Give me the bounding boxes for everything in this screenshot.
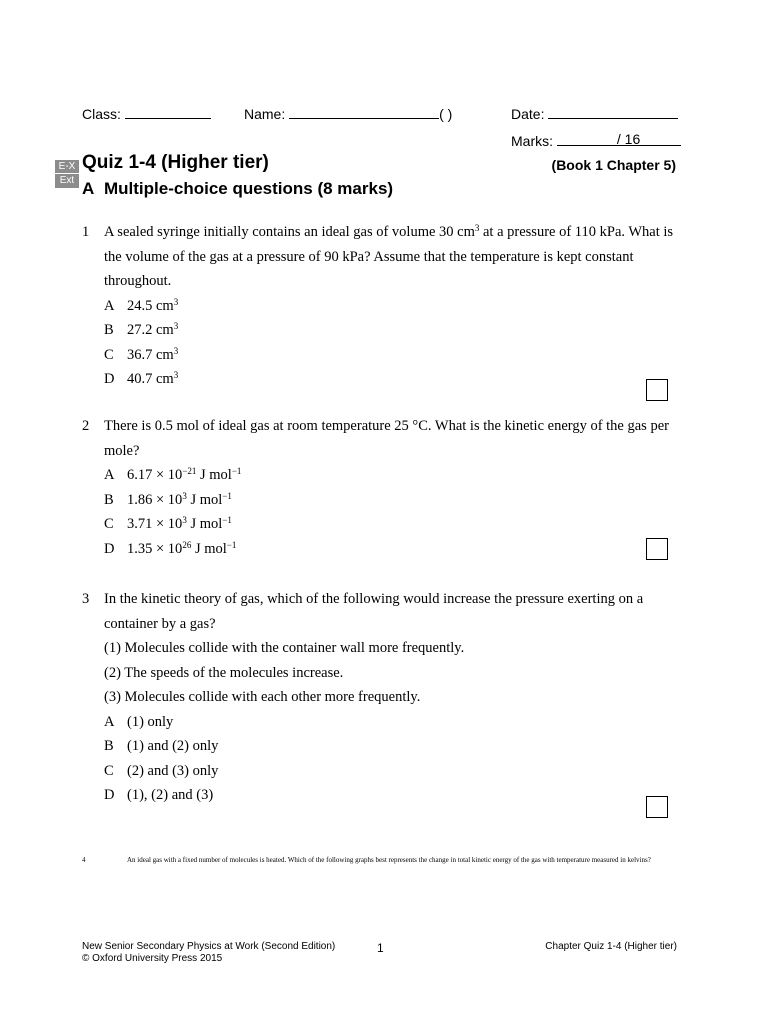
- option-a: A $6.17 \times 10^{-21}$ J mol$^{-1}$: [104, 466, 242, 483]
- name-field: [244, 104, 452, 122]
- question-stem: There is 0.5 mol of ideal gas at room temperature 25 °C. What is the kinetic energy of the gas per mole?: [104, 418, 669, 459]
- question-number: 1: [82, 224, 90, 240]
- footer-left: [82, 941, 335, 965]
- option-c: C (2) and (3) only: [104, 762, 219, 779]
- date-blank[interactable]: [548, 104, 678, 119]
- question-number: 3: [82, 591, 90, 607]
- marks-label: Marks:: [511, 133, 553, 149]
- option-c: C $3.71 \times 10^3$ J mol$^{-1}$: [104, 515, 232, 532]
- statement-2: (2) The speeds of the molecules increase.: [104, 664, 344, 681]
- question-1: [82, 220, 682, 392]
- answer-box-3[interactable]: [646, 796, 668, 818]
- option-b: B 27.2 $cm^3$: [104, 321, 179, 338]
- marks-total: / 16: [616, 131, 641, 147]
- option-d: D $1.35 \times 10^{26}$ J mol$^{-1}$: [104, 539, 237, 557]
- class-label: Class:: [82, 106, 121, 122]
- option-a: A (1) only: [104, 713, 174, 730]
- option-d: D (1), (2) and (3): [104, 787, 214, 803]
- marks-blank[interactable]: [557, 131, 681, 146]
- class-blank[interactable]: [125, 104, 211, 119]
- section-letter: A: [82, 179, 95, 198]
- extension-badge-icon: E-X Ext: [55, 160, 79, 188]
- marks-field: [511, 131, 681, 149]
- class-field: [82, 104, 211, 122]
- question-stem: An ideal gas with a fixed number of molecules is heated. Which of the following graphs best represents the change in total kinetic energy of the gas with temperature measured in kelvins?: [127, 856, 651, 864]
- date-field: [511, 104, 678, 122]
- quiz-title: Quiz 1-4 (Higher tier): [82, 152, 269, 173]
- answer-box-2[interactable]: [646, 538, 668, 560]
- statement-1: (1) Molecules collide with the container wall more frequently.: [104, 640, 465, 656]
- option-b: B $1.86 \times 10^3$ J mol$^{-1}$: [104, 490, 232, 508]
- question-stem: In the kinetic theory of gas, which of the following would increase the pressure exerting on a container by a gas?: [104, 591, 644, 632]
- class-number-paren: ( ): [439, 106, 453, 122]
- option-d: D 40.7 $cm^3$: [104, 370, 179, 387]
- question-number: 4: [82, 856, 86, 864]
- question-number: 2: [82, 418, 90, 434]
- name-blank[interactable]: [289, 104, 439, 119]
- question-2: [82, 414, 682, 561]
- option-c: C 36.7 $cm^3$: [104, 345, 179, 363]
- option-b: B (1) and (2) only: [104, 738, 219, 754]
- book-reference: (Book 1 Chapter 5): [551, 157, 676, 173]
- statement-3: (3) Molecules collide with each other more frequently.: [104, 689, 421, 705]
- answer-box-1[interactable]: [646, 379, 668, 401]
- question-stem: A sealed syringe initially contains an ideal gas of volume 30 $cm^3$ at a pressure of 110 kPa. What is the volume of the gas at a pressure of 90 kPa? Assume that the temperature is kept constant throughout.: [104, 223, 674, 289]
- question-4: [82, 855, 682, 866]
- question-3: [82, 587, 682, 808]
- section-title: Multiple-choice questions (8 marks): [104, 179, 394, 198]
- footer-right: Chapter Quiz 1-4 (Higher tier): [545, 941, 677, 952]
- footer-copyright: © Oxford University Press 2015: [82, 953, 223, 964]
- option-a: A 24.5 $cm^3$: [104, 296, 179, 314]
- date-label: Date:: [511, 106, 545, 122]
- name-label: Name:: [244, 106, 286, 122]
- page-number: 1: [377, 941, 384, 955]
- footer-book-title: New Senior Secondary Physics at Work (Second Edition): [82, 941, 336, 952]
- section-heading: [82, 179, 393, 199]
